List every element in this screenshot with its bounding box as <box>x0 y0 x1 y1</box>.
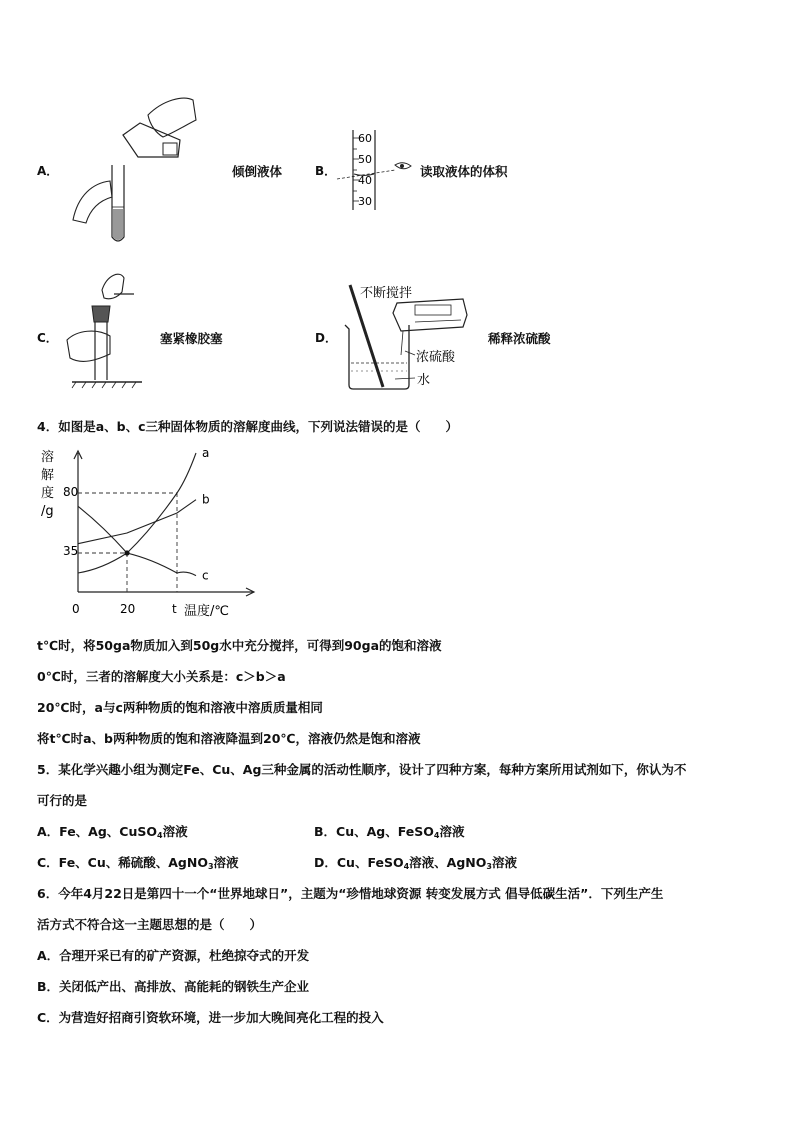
q6-option-c: C．为营造好招商引资软环境，进一步加大晚间亮化工程的投入 <box>37 1010 384 1025</box>
q5-stem-line2: 可行的是 <box>37 793 88 808</box>
option-d-caption: 稀释浓硫酸 <box>488 331 551 346</box>
y-tick-35: 35 <box>63 544 79 558</box>
option-a-caption: 倾倒液体 <box>232 164 283 179</box>
q5-option-b: B．Cu、Ag、FeSO$_4$溶液 <box>314 824 465 840</box>
option-d-letter: D． <box>315 331 337 345</box>
label-keep-stirring: 不断搅拌 <box>360 286 413 301</box>
x-tick-0: 0 <box>72 602 80 616</box>
q6-option-b: B．关闭低产出、高排放、高能耗的钢铁生产企业 <box>37 979 310 994</box>
solubility-chart <box>36 445 266 625</box>
x-tick-20: 20 <box>120 602 136 616</box>
option-b-letter: B． <box>315 164 337 178</box>
q4-option-d: 将t℃时a、b两种物质的饱和溶液降温到20℃，溶液仍然是饱和溶液 <box>37 731 421 746</box>
curve-c <box>78 506 196 575</box>
chart-ylabel: 溶解度/g <box>41 450 55 519</box>
series-label-c: c <box>202 568 209 583</box>
cylinder-tick-60: 60 <box>358 132 372 145</box>
label-water: 水 <box>417 373 431 388</box>
option-b-caption: 读取液体的体积 <box>420 164 508 179</box>
q4-option-b: 0℃时，三者的溶解度大小关系是：c＞b＞a <box>37 669 286 684</box>
curve-a <box>78 453 196 573</box>
q4-option-c: 20℃时，a与c两种物质的饱和溶液中溶质质量相同 <box>37 700 323 715</box>
x-tick-t: t <box>172 602 177 616</box>
q4-stem: 4．如图是a、b、c三种固体物质的溶解度曲线，下列说法错误的是（ ） <box>37 419 458 434</box>
intersection-point <box>124 550 129 555</box>
option-c-letter: C． <box>37 331 58 345</box>
rubber-stopper-illustration <box>62 270 152 398</box>
option-c-caption: 塞紧橡胶塞 <box>160 331 223 346</box>
chart-xlabel: 温度/℃ <box>184 604 229 619</box>
q6-stem-line1: 6．今年4月22日是第四十一个“世界地球日”，主题为“珍惜地球资源 转变发展方式 倡导低碳生活”．下列生产生 <box>37 886 664 901</box>
cylinder-tick-50: 50 <box>358 153 372 166</box>
q6-stem-line2: 活方式不符合这一主题思想的是（ ） <box>37 917 263 932</box>
option-a-letter: A． <box>37 164 59 178</box>
cylinder-tick-30: 30 <box>358 195 372 208</box>
q5-option-c: C．Fe、Cu、稀硫酸、AgNO$_3$溶液 <box>37 855 239 871</box>
q4-option-a: t℃时，将50ga物质加入到50g水中充分搅拌，可得到90ga的饱和溶液 <box>37 638 442 653</box>
graduated-cylinder-illustration <box>335 128 425 214</box>
q5-option-a: A．Fe、Ag、CuSO$_4$溶液 <box>37 824 188 840</box>
q6-option-a: A．合理开采已有的矿产资源，杜绝掠夺式的开发 <box>37 948 310 963</box>
pouring-liquid-illustration <box>68 95 198 247</box>
series-label-a: a <box>202 446 210 460</box>
y-tick-80: 80 <box>63 485 79 499</box>
diluting-acid-illustration <box>335 275 485 395</box>
label-concentrated-acid: 浓硫酸 <box>416 350 456 365</box>
series-label-b: b <box>202 492 210 507</box>
cylinder-tick-40: 40 <box>358 174 372 187</box>
q5-option-d: D．Cu、FeSO$_4$溶液、AgNO$_3$溶液 <box>314 855 517 871</box>
q5-stem-line1: 5．某化学兴趣小组为测定Fe、Cu、Ag三种金属的活动性顺序，设计了四种方案，每种方案所用试剂如下，你认为不 <box>37 762 687 777</box>
